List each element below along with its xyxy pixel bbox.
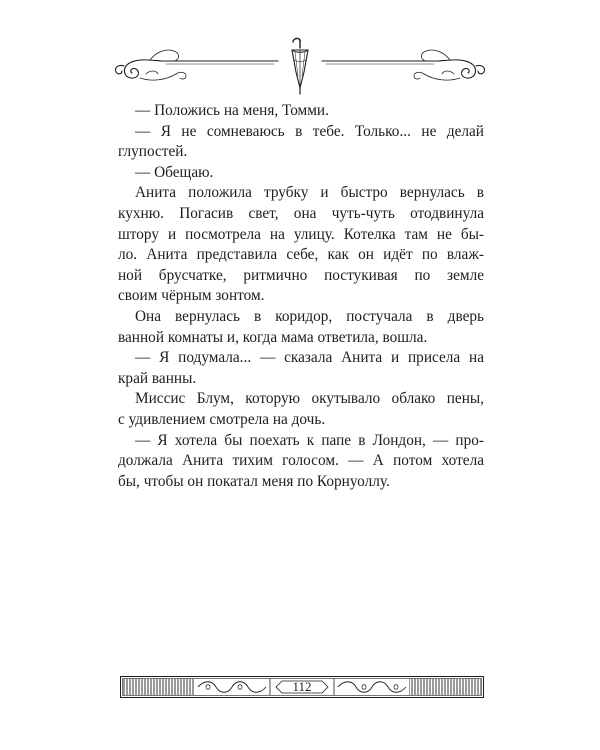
text-line: Миссис Блум, которую окутывало облако пены, (135, 390, 484, 408)
paragraph (118, 389, 484, 430)
text-line: с удивлением смотрела на дочь. (118, 410, 326, 428)
text-line: — Я подумала... — сказала Анита и присела на (135, 349, 484, 367)
text-line: — Я хотела бы поехать к папе в Лондон, — про- (135, 431, 484, 449)
paragraph (118, 122, 484, 163)
text-line: глупостей. (118, 143, 188, 161)
umbrella-flourish-icon (110, 36, 490, 96)
text-line: Она вернулась в коридор, постучала в дверь (135, 307, 484, 325)
footer-ornament (120, 676, 484, 698)
paragraph (118, 163, 484, 184)
text-line: бы, чтобы он покатал меня по Корнуоллу. (118, 472, 390, 490)
header-ornament (110, 36, 490, 96)
text-line: — Положись на меня, Томми. (135, 102, 329, 119)
paragraph (118, 348, 484, 389)
page-number: 112 (292, 679, 312, 694)
text-line: — Я не сомневаюсь в тебе. Только... не делай (135, 122, 484, 140)
paragraph (118, 101, 484, 122)
paragraph (118, 307, 484, 348)
text-line: своим чёрным зонтом. (118, 287, 265, 305)
text-line: ванной комнаты и, когда мама ответила, вошла. (118, 328, 428, 346)
paragraph (118, 431, 484, 493)
text-body (118, 101, 484, 492)
text-line: ло. Анита представила себе, как он идёт по влаж- (118, 246, 484, 264)
text-line: должала Анита тихим голосом. — А потом хотела (118, 452, 484, 470)
text-line: ной брусчатке, ритмично постукивая по земле (118, 266, 484, 284)
text-line: кухню. Погасив свет, она чуть-чуть отодвинула (118, 204, 484, 222)
text-line: штору и посмотрела на улицу. Котелка там не бы- (118, 225, 484, 243)
text-line: край ванны. (118, 369, 197, 387)
text-line: Анита положила трубку и быстро вернулась в (135, 184, 484, 202)
paragraph (118, 183, 484, 307)
text-line: — Обещаю. (135, 163, 214, 181)
